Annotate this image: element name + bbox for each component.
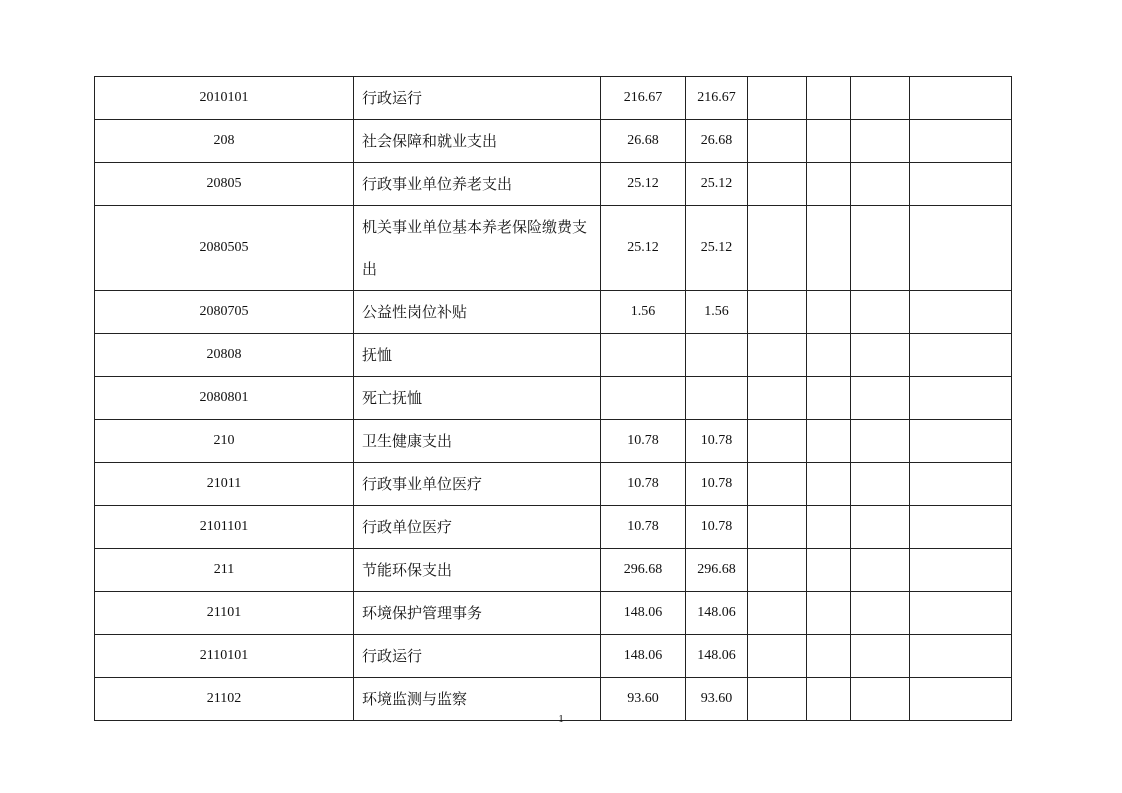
code-cell: 2110101 (95, 635, 354, 678)
empty-cell (851, 463, 910, 506)
basic-cell: 296.68 (686, 549, 748, 592)
table-body (95, 77, 1012, 721)
empty-cell (807, 334, 851, 377)
name-cell: 公益性岗位补贴 (354, 291, 601, 334)
basic-cell: 25.12 (686, 206, 748, 291)
basic-cell: 93.60 (686, 678, 748, 721)
code-cell: 210 (95, 420, 354, 463)
basic-cell: 10.78 (686, 463, 748, 506)
empty-cell (910, 549, 1012, 592)
empty-cell (748, 506, 807, 549)
empty-cell (748, 420, 807, 463)
empty-cell (910, 120, 1012, 163)
empty-cell (748, 463, 807, 506)
basic-cell: 10.78 (686, 506, 748, 549)
total-cell: 1.56 (601, 291, 686, 334)
empty-cell (851, 206, 910, 291)
code-cell: 2080705 (95, 291, 354, 334)
empty-cell (807, 206, 851, 291)
empty-cell (807, 549, 851, 592)
total-cell: 10.78 (601, 506, 686, 549)
total-cell: 26.68 (601, 120, 686, 163)
total-cell: 10.78 (601, 463, 686, 506)
total-cell (601, 377, 686, 420)
table-row (95, 592, 1012, 635)
total-cell: 216.67 (601, 77, 686, 120)
name-cell: 行政运行 (354, 635, 601, 678)
empty-cell (807, 163, 851, 206)
empty-cell (748, 549, 807, 592)
name-cell: 社会保障和就业支出 (354, 120, 601, 163)
empty-cell (807, 420, 851, 463)
total-cell: 148.06 (601, 635, 686, 678)
empty-cell (851, 635, 910, 678)
code-cell: 208 (95, 120, 354, 163)
budget-table (94, 76, 1012, 721)
total-cell: 10.78 (601, 420, 686, 463)
code-cell: 20808 (95, 334, 354, 377)
empty-cell (748, 163, 807, 206)
basic-cell (686, 377, 748, 420)
empty-cell (910, 635, 1012, 678)
code-cell: 21102 (95, 678, 354, 721)
code-cell: 2080801 (95, 377, 354, 420)
empty-cell (851, 506, 910, 549)
code-cell: 2010101 (95, 77, 354, 120)
empty-cell (851, 120, 910, 163)
empty-cell (807, 377, 851, 420)
basic-cell (686, 334, 748, 377)
empty-cell (910, 463, 1012, 506)
table-row (95, 549, 1012, 592)
empty-cell (851, 334, 910, 377)
empty-cell (807, 506, 851, 549)
name-cell: 死亡抚恤 (354, 377, 601, 420)
empty-cell (807, 592, 851, 635)
empty-cell (910, 77, 1012, 120)
basic-cell: 10.78 (686, 420, 748, 463)
table-row (95, 506, 1012, 549)
total-cell: 296.68 (601, 549, 686, 592)
empty-cell (748, 77, 807, 120)
basic-cell: 1.56 (686, 291, 748, 334)
table-row (95, 334, 1012, 377)
basic-cell: 216.67 (686, 77, 748, 120)
table-row (95, 77, 1012, 120)
empty-cell (910, 334, 1012, 377)
empty-cell (807, 291, 851, 334)
code-cell: 20805 (95, 163, 354, 206)
name-cell: 行政运行 (354, 77, 601, 120)
empty-cell (748, 334, 807, 377)
empty-cell (748, 120, 807, 163)
empty-cell (807, 463, 851, 506)
table-row (95, 206, 1012, 291)
empty-cell (748, 377, 807, 420)
empty-cell (748, 206, 807, 291)
empty-cell (910, 506, 1012, 549)
basic-cell: 26.68 (686, 120, 748, 163)
empty-cell (910, 206, 1012, 291)
empty-cell (910, 420, 1012, 463)
total-cell: 25.12 (601, 206, 686, 291)
total-cell (601, 334, 686, 377)
empty-cell (851, 377, 910, 420)
basic-cell: 148.06 (686, 635, 748, 678)
empty-cell (807, 120, 851, 163)
code-cell: 21011 (95, 463, 354, 506)
empty-cell (807, 635, 851, 678)
table-row (95, 463, 1012, 506)
name-cell: 行政单位医疗 (354, 506, 601, 549)
empty-cell (851, 549, 910, 592)
empty-cell (851, 77, 910, 120)
empty-cell (851, 592, 910, 635)
table-row (95, 420, 1012, 463)
name-cell: 卫生健康支出 (354, 420, 601, 463)
table-row (95, 635, 1012, 678)
name-cell: 行政事业单位医疗 (354, 463, 601, 506)
total-cell: 93.60 (601, 678, 686, 721)
total-cell: 148.06 (601, 592, 686, 635)
empty-cell (910, 291, 1012, 334)
empty-cell (748, 592, 807, 635)
empty-cell (851, 163, 910, 206)
name-cell: 行政事业单位养老支出 (354, 163, 601, 206)
name-cell: 抚恤 (354, 334, 601, 377)
code-cell: 2080505 (95, 206, 354, 291)
empty-cell (910, 163, 1012, 206)
table-row (95, 377, 1012, 420)
basic-cell: 25.12 (686, 163, 748, 206)
code-cell: 211 (95, 549, 354, 592)
basic-cell: 148.06 (686, 592, 748, 635)
name-cell: 节能环保支出 (354, 549, 601, 592)
empty-cell (748, 635, 807, 678)
total-cell: 25.12 (601, 163, 686, 206)
table-row (95, 163, 1012, 206)
empty-cell (910, 377, 1012, 420)
table-row (95, 291, 1012, 334)
empty-cell (748, 291, 807, 334)
page-number: 1 (558, 713, 564, 725)
name-cell: 机关事业单位基本养老保险缴费支出 (354, 206, 601, 291)
empty-cell (851, 420, 910, 463)
name-cell: 环境监测与监察 (354, 678, 601, 721)
code-cell: 2101101 (95, 506, 354, 549)
name-cell: 环境保护管理事务 (354, 592, 601, 635)
empty-cell (851, 291, 910, 334)
empty-cell (910, 592, 1012, 635)
code-cell: 21101 (95, 592, 354, 635)
table-row (95, 120, 1012, 163)
empty-cell (807, 77, 851, 120)
